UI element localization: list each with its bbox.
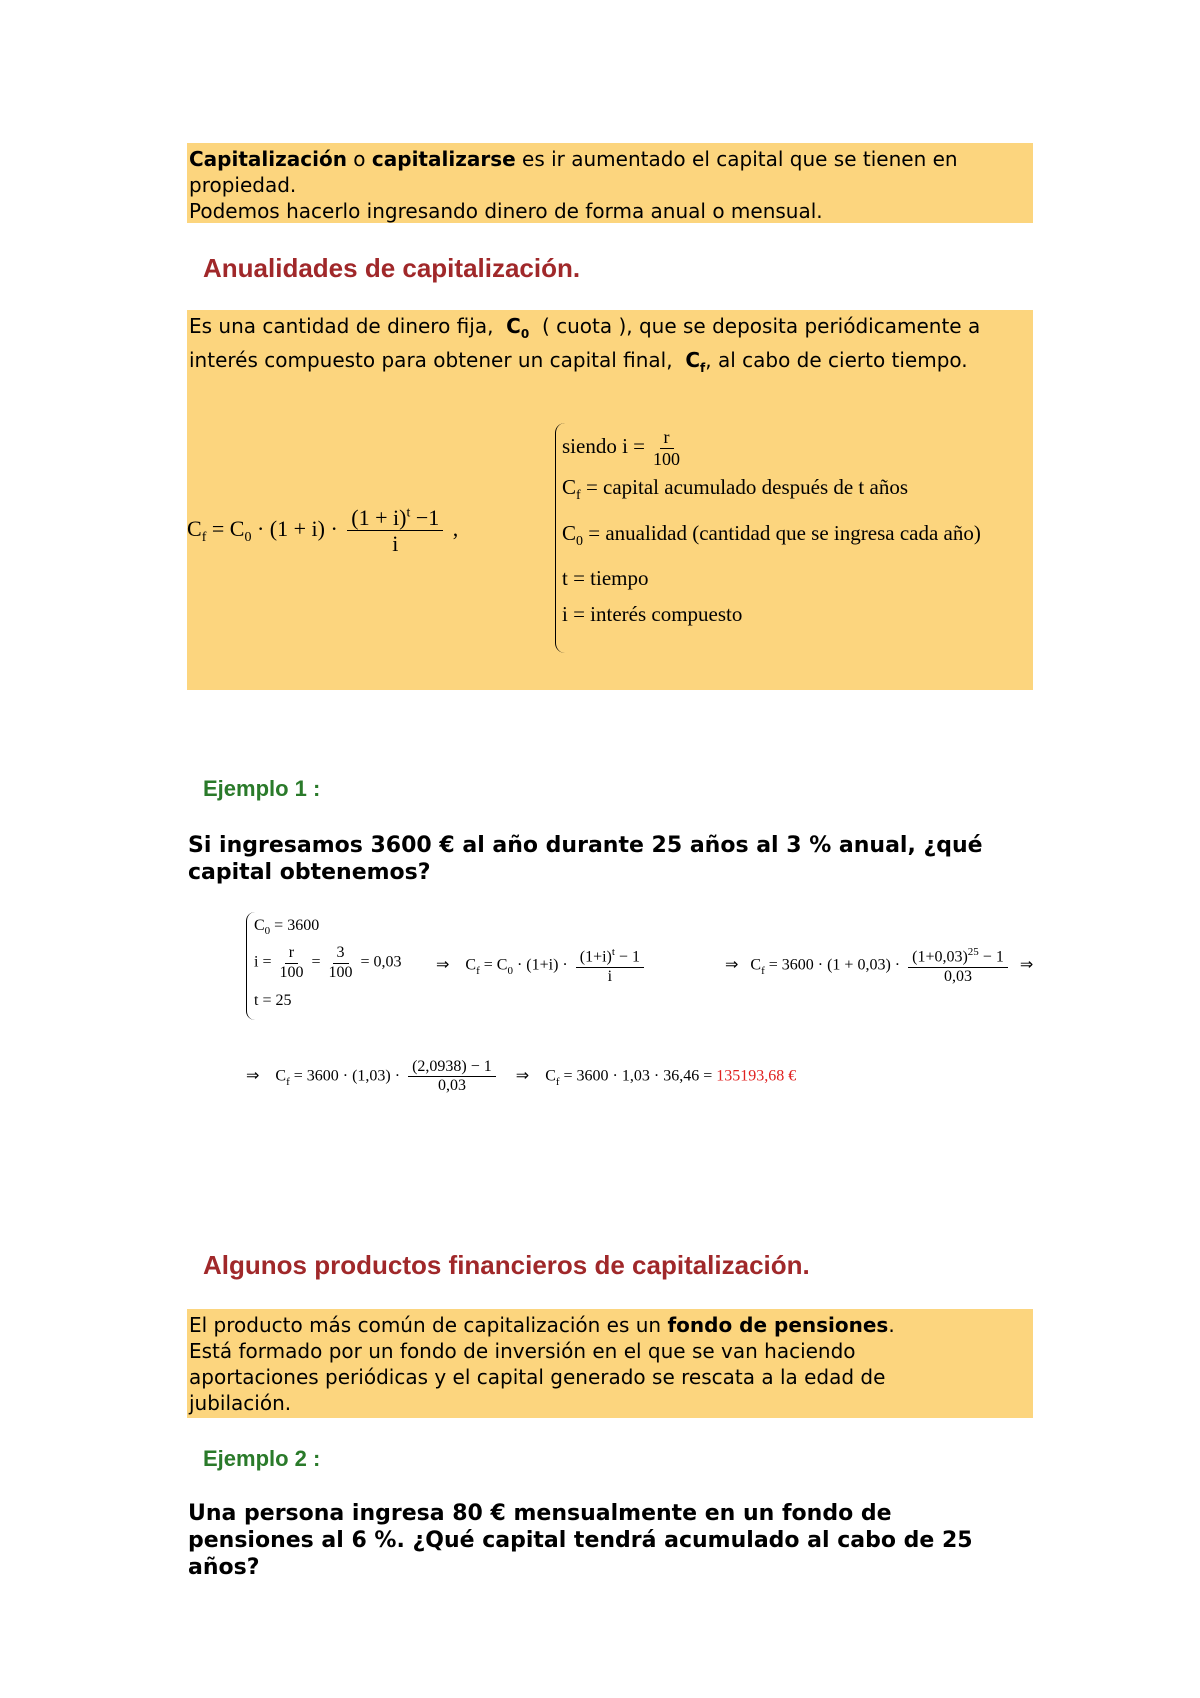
arrow-implies-2: ⇒ <box>725 956 739 974</box>
step2-cf-sub: f <box>761 964 765 977</box>
step4-rhs: = 3600 · 1,03 · 36,46 = <box>559 1067 717 1085</box>
intro-connector: o <box>346 147 372 171</box>
step1-mid: · (1+i) · <box>512 956 568 974</box>
legend-cf-text: = capital acumulado después de t años <box>585 475 909 500</box>
example1-result: 135193,68 € <box>716 1067 797 1085</box>
products-box <box>187 1309 1033 1418</box>
step1-cf-sub: f <box>476 964 480 977</box>
step1-num-tail: − 1 <box>614 948 640 966</box>
step1-num-exp: t <box>611 946 615 958</box>
formula-comma: , <box>452 515 459 541</box>
legend-i-fraction <box>649 427 684 469</box>
given-t: t = 25 <box>254 991 292 1009</box>
step4-cf: C <box>545 1067 556 1085</box>
given-i-frac2 <box>325 944 357 982</box>
given-i-num: r <box>285 944 298 963</box>
step1-num: (1+i) <box>579 948 612 966</box>
products-p1-end: . <box>888 1313 895 1337</box>
intro-box <box>187 143 1033 223</box>
arrow-implies-5: ⇒ <box>515 1067 530 1085</box>
products-line-1 <box>189 1312 1031 1338</box>
intro-line-2: Podemos hacerlo ingresando dinero de forma anual o mensual. <box>189 199 823 223</box>
formula-dot: · <box>256 515 265 541</box>
example1-step2 <box>725 946 1033 986</box>
heading-productos: Algunos productos financieros de capitalización. <box>203 1250 810 1280</box>
legend-c0 <box>562 515 981 560</box>
given-i-num2: 3 <box>333 944 349 963</box>
formula-numerator <box>347 505 443 531</box>
formula-c0-sub: 0 <box>244 530 252 546</box>
cf-symbol: C <box>685 348 700 372</box>
legend-i: i = interés compuesto <box>562 601 743 626</box>
step2-cf: C <box>750 956 762 974</box>
formula-num-tail: −1 <box>410 505 440 530</box>
example2-problem: Una persona ingresa 80 € mensualmente en un fondo de pensiones al 6 %. ¿Qué capital tendrá acumulado al cabo de 25 años? <box>188 1501 973 1580</box>
term-capitalizarse: capitalizarse <box>371 147 516 171</box>
def-part1: Es una cantidad de dinero fija, <box>189 314 494 338</box>
formula-dot2: · <box>330 515 338 541</box>
annuity-formula <box>187 505 458 557</box>
step1-den: i <box>607 967 613 985</box>
def-part2: ( cuota ), que se deposita periódicamente a interés compuesto para obtener un capital final, <box>189 314 981 372</box>
step2-num-exp: 25 <box>967 946 979 958</box>
given-c0-symbol: C <box>254 917 265 934</box>
example1-problem: Si ingresamos 3600 € al año durante 25 años al 3 % anual, ¿qué capital obtenemos? <box>188 833 983 885</box>
legend-t: t = tiempo <box>562 565 649 590</box>
formula-num-exp: t <box>406 505 411 521</box>
example1-step1 <box>436 946 648 986</box>
given-c0-sub: 0 <box>264 925 271 938</box>
step2-rhs: = 3600 · (1 + 0,03) · <box>764 956 901 974</box>
step2-den: 0,03 <box>943 967 972 985</box>
term-fondo-pensiones: fondo de pensiones <box>667 1313 889 1337</box>
legend-c0-symbol: C <box>562 520 577 545</box>
given-c0-val: = 3600 <box>270 917 320 934</box>
step3-cf: C <box>275 1067 287 1085</box>
formula-c0: C <box>229 515 245 541</box>
legend-frac-den: 100 <box>653 448 681 469</box>
legend-c0-text: = anualidad (cantidad que se ingresa cada año) <box>588 520 981 545</box>
formula-num: (1 + i) <box>351 505 407 530</box>
arrow-implies-3: ⇒ <box>1019 956 1034 974</box>
given-i-den2: 100 <box>328 963 353 981</box>
c0-sub: 0 <box>520 327 530 341</box>
formula-lhs: C <box>187 515 202 541</box>
step2-frac <box>908 946 1008 986</box>
intro-rest: es ir aumentado el capital que se tienen en propiedad. <box>189 147 958 197</box>
step3-den: 0,03 <box>437 1077 466 1095</box>
step1-rhs: = C <box>479 956 508 974</box>
formula-fraction <box>347 505 443 557</box>
formula-eq: = <box>211 515 225 541</box>
example1-step3 <box>246 1058 796 1096</box>
legend-siendo <box>562 427 981 469</box>
given-i-val: = 0,03 <box>360 953 402 971</box>
given-i-frac1 <box>275 944 307 982</box>
step4-cf-sub: f <box>555 1075 560 1088</box>
c0-symbol: C <box>506 314 521 338</box>
step1-rhs-sub: 0 <box>507 964 513 977</box>
legend-cf-symbol: C <box>562 475 577 500</box>
step3-frac <box>408 1058 496 1096</box>
legend-frac-num: r <box>660 427 674 449</box>
step2-num-tail: − 1 <box>978 948 1004 966</box>
step3-num: (2,0938) − 1 <box>408 1058 496 1077</box>
products-p1: El producto más común de capitalización es un <box>189 1313 668 1337</box>
legend-c0-sub: 0 <box>576 533 584 549</box>
step3-cf-sub: f <box>286 1075 290 1088</box>
arrow-implies-1: ⇒ <box>436 956 450 974</box>
example1-title: Ejemplo 1 : <box>203 776 321 801</box>
formula-paren: (1 + i) <box>269 515 325 541</box>
legend <box>562 427 981 632</box>
given-i <box>254 944 402 982</box>
step2-num: (1+0,03) <box>912 948 968 966</box>
given-data <box>254 913 402 1014</box>
given-i-label: i = <box>254 953 272 971</box>
definition-text <box>189 313 1009 381</box>
heading-anualidades: Anualidades de capitalización. <box>203 253 581 283</box>
step1-cf: C <box>465 956 477 974</box>
cf-sub: f <box>700 361 706 375</box>
legend-cf <box>562 469 981 514</box>
formula-denominator: i <box>392 531 399 557</box>
step3-rhs: = 3600 · (1,03) · <box>289 1067 401 1085</box>
term-capitalizacion: Capitalización <box>189 147 347 171</box>
step2-numerator <box>908 946 1008 968</box>
step1-frac <box>576 946 644 986</box>
given-i-eq: = <box>311 953 321 971</box>
legend-siendo-text: siendo i = <box>562 434 646 458</box>
products-p2: Está formado por un fondo de inversión en el que se van haciendo aportaciones periódicas y el capital generado se rescata a la edad de jubilación. <box>189 1339 886 1415</box>
legend-cf-sub: f <box>576 488 581 504</box>
def-part3: , al cabo de cierto tiempo. <box>705 348 968 372</box>
arrow-implies-4: ⇒ <box>246 1067 260 1085</box>
intro-line-1 <box>189 146 1031 198</box>
given-i-den: 100 <box>279 963 304 981</box>
given-c0 <box>254 913 402 944</box>
example2-title: Ejemplo 2 : <box>203 1446 321 1471</box>
step1-numerator <box>576 946 644 968</box>
formula-lhs-sub: f <box>201 530 207 546</box>
